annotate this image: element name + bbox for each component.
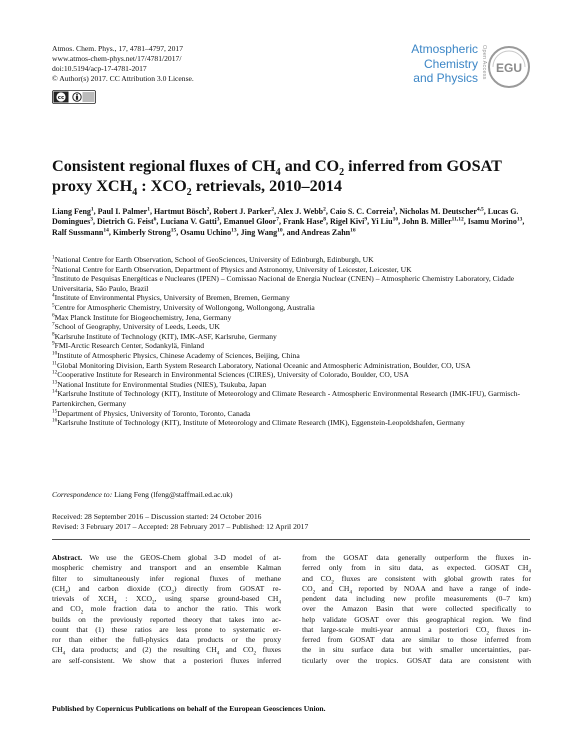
abstract-subscript: 2 (171, 589, 175, 596)
abstract-text: : XCO (116, 594, 153, 603)
author-affiliation-ref: 3 (392, 206, 396, 213)
affiliation-item (52, 265, 532, 275)
abstract-text: fluxes are consistent with global growth rates for (333, 573, 531, 583)
author-separator: , (176, 227, 181, 237)
author-separator: , (108, 227, 113, 237)
abstract-text: fluxes (256, 645, 281, 655)
affiliation-item (52, 418, 532, 428)
abstract-text: and CO (302, 573, 332, 583)
abstract-text: ferred only from in situ data, as expected. GOSAT CH (302, 563, 529, 573)
affiliation-item (52, 303, 532, 313)
author-separator: , (93, 207, 98, 216)
abstract-text: data products; and (2) the resulting CH (65, 645, 217, 655)
title-subscript: 4 (132, 187, 138, 199)
abstract-text: the in situ surface data but with smaller uncertainties, par- (302, 645, 531, 655)
abstract-subscript: 2 (152, 599, 155, 606)
abstract-line (302, 584, 531, 594)
author-affiliation-ref: 7 (276, 216, 279, 223)
abstract-line (52, 656, 281, 666)
abstract-line (302, 574, 531, 584)
author-affiliation-ref: 3 (216, 216, 220, 223)
abstract-line (52, 645, 281, 655)
author-separator: , (483, 207, 488, 216)
abstract-subscript: 4 (114, 599, 117, 606)
cc-license-badge[interactable] (52, 90, 96, 104)
affiliation-text: School of Geography, University of Leeds, Leeds, UK (54, 322, 220, 332)
section-divider (52, 539, 530, 540)
author-affiliation-ref: 8 (323, 216, 326, 223)
affiliation-text: Institute of Environmental Physics, University of Bremen, Bremen, Germany (54, 293, 290, 303)
abstract-text: CO (302, 583, 313, 593)
author-name: Luciana V. Gatti (160, 217, 217, 227)
abstract-subscript: 2 (80, 609, 84, 616)
open-access-label: Open Access (481, 45, 487, 80)
journal-name-line1: Atmospheric (411, 42, 478, 56)
abstract-text: pendent data including new profile measurements (0–7 km) (302, 594, 531, 603)
affiliation-text: Instituto de Pesquisas Energéticas e Nucleares (IPEN) – Comissao Nacional de Energia Nuclear (CNEN) – Atmospheric Chemistry Laboratory, Cidade Universitaria, São Paulo, Brazil (52, 274, 515, 293)
author-name: Yi Liu (370, 217, 393, 227)
affiliation-item (52, 351, 532, 361)
affiliation-number: 8 (52, 331, 55, 338)
publisher-footer: Published by Copernicus Publications on behalf of the European Geosciences Union. (52, 704, 326, 713)
abstract-line (52, 604, 281, 614)
title-part: retrievals, 2010–2014 (191, 177, 342, 195)
abstract-text: count that (1) these ratios are less prone to systematic er- (52, 624, 281, 634)
abstract-line (52, 584, 281, 594)
abstract-line (52, 594, 281, 604)
abstract-line (52, 615, 281, 625)
abstract-label: Abstract. (52, 553, 83, 562)
abstract-subscript: 4 (62, 650, 66, 657)
affiliation-number: 5 (52, 302, 55, 309)
correspondence-value[interactable]: Liang Feng (lfeng@staffmail.ed.ac.uk) (112, 490, 233, 499)
abstract-line (52, 574, 281, 584)
abstract-text: reported by NOAA and have a range of inde- (351, 583, 531, 593)
author-separator: , (325, 207, 330, 216)
journal-name-line2: Chemistry (423, 56, 478, 71)
author-name: Robert J. Parker (213, 207, 272, 216)
affiliation-text: Cooperative Institute for Research in Environmental Sciences (CIRES), University of Colorado, Boulder, CO, USA (57, 370, 409, 380)
author-affiliation-ref: 1 (147, 206, 150, 213)
author-affiliation-ref: 13 (231, 227, 237, 234)
affiliation-text: Karlsruhe Institute of Technology (KIT), Institute of Meteorology and Climate Research (IMK), Eggenstein-Leopoldshafen, Germany (57, 418, 465, 428)
abstract-subscript: 4 (349, 589, 352, 596)
title-part: Consistent regional fluxes of CH (52, 157, 276, 175)
author-separator: , (522, 217, 525, 227)
correspondence (52, 490, 233, 499)
title-subscript: 2 (339, 167, 345, 179)
author-name: Jing Wang (240, 227, 278, 237)
abstract-text: CH (52, 645, 63, 655)
egu-logo[interactable] (487, 45, 531, 89)
affiliation-text: Karlsruhe Institute of Technology (KIT), IMK-ASF, Karlsruhe, Germany (54, 331, 277, 341)
author-affiliation-ref: 16 (350, 227, 356, 234)
affiliation-text: Global Monitoring Division, Earth System Research Laboratory, National Oceanic and Atmospheric Administration, Boulder, CO, USA (57, 360, 471, 370)
author-affiliation-ref: 2 (206, 206, 210, 213)
author-separator: , (325, 217, 330, 227)
abstract-subscript: 2 (331, 579, 334, 586)
author-affiliation-ref: 14 (103, 227, 109, 234)
author-affiliation-ref: 6 (153, 216, 157, 223)
abstract-line (302, 553, 531, 563)
affiliation-number: 10 (52, 350, 58, 357)
author-name: Kimberly Strong (112, 227, 171, 237)
author-list (52, 207, 532, 238)
title-part: and CO (280, 157, 340, 175)
abstract-line (302, 625, 531, 635)
author-affiliation-ref: 10 (392, 216, 399, 223)
egu-logo-text: EGU (495, 61, 523, 75)
article-url[interactable]: www.atmos-chem-phys.net/17/4781/2017/ (52, 54, 182, 63)
abstract-text: We use the GEOS-Chem global 3-D model of at- (82, 553, 281, 562)
author-name: Rigel Kivi (329, 217, 365, 227)
affiliation-number: 15 (52, 407, 58, 414)
abstract-text: help validate GOSAT over this geographical region. We find (302, 614, 531, 624)
author-name: Andreas Zahn (301, 227, 351, 237)
abstract-line (302, 594, 531, 604)
affiliation-item (52, 332, 532, 342)
abstract-subscript: 2 (253, 650, 257, 657)
author-name: Caio S. C. Correia (329, 207, 393, 216)
author-name: Emanuel Gloor (223, 217, 277, 227)
abstract-text: ) directly from GOSAT re- (174, 583, 281, 593)
abstract-text: and CO (219, 645, 254, 655)
abstract-line (302, 615, 531, 625)
abstract-line (52, 563, 281, 573)
abstract-text: , using sparse ground-based CH (154, 594, 279, 603)
affiliation-text: Department of Physics, University of Toronto, Toronto, Canada (57, 408, 251, 418)
citation-line: Atmos. Chem. Phys., 17, 4781–4797, 2017 (52, 44, 183, 53)
abstract-text: that large-scale multi-year annual a posteriori CO (302, 624, 487, 634)
abstract-line (302, 656, 531, 666)
abstract-text: trievals of XCH (52, 594, 114, 603)
affiliation-text: Institute of Atmospheric Physics, Chinese Academy of Sciences, Beijing, China (57, 350, 300, 360)
affiliation-number: 14 (52, 388, 58, 395)
abstract-subscript: 4 (528, 568, 531, 575)
affiliation-text: National Centre for Earth Observation, School of GeoSciences, University of Edinburgh, Edinburgh, UK (54, 255, 374, 264)
author-affiliation-ref: 9 (364, 216, 368, 223)
abstract-subscript: 4 (65, 589, 68, 596)
affiliation-number: 2 (52, 264, 55, 271)
author-separator: , (463, 217, 468, 227)
author-affiliation-ref: 1 (90, 206, 94, 213)
author-name: Lucas G. Domingues (52, 207, 519, 227)
title-subscript: 2 (186, 187, 192, 199)
abstract-text: mospheric chemistry and transport and an ensemble Kalman (52, 563, 281, 573)
author-affiliation-ref: 13 (516, 216, 523, 223)
affiliation-list (52, 255, 532, 428)
journal-name[interactable] (380, 42, 478, 86)
affiliation-number: 6 (52, 312, 55, 319)
author-affiliation-ref: 15 (170, 227, 177, 234)
affiliation-item (52, 370, 532, 380)
abstract-text: ferred from GOSAT data are similar to those inferred from (302, 635, 531, 644)
affiliation-text: Max Planck Institute for Biogeochemistry, Jena, Germany (54, 312, 232, 322)
author-affiliation-ref: 2 (271, 206, 275, 213)
affiliation-number: 13 (52, 379, 58, 386)
publication-dates (52, 512, 308, 532)
author-separator: , (92, 217, 97, 227)
affiliation-item (52, 409, 532, 419)
title-part: proxy XCH (52, 177, 133, 195)
title-part: : XCO (137, 177, 187, 195)
affiliation-text: National Institute for Environmental Studies (NIES), Tsukuba, Japan (57, 379, 267, 389)
author-name: Nicholas M. Deutscher (399, 207, 477, 216)
abstract-text: fluxes in- (488, 624, 531, 634)
abstract-line (52, 553, 281, 563)
affiliation-text: FMI-Arctic Research Center, Sodankylä, Finland (54, 341, 205, 351)
author-name: Isamu Morino (467, 217, 517, 227)
correspondence-label: Correspondence to: (52, 490, 113, 499)
abstract-text: filter to simultaneously infer regional fluxes of methane (52, 573, 281, 583)
cc-badge-text: cc (57, 95, 65, 102)
affiliation-item (52, 322, 532, 332)
abstract-left-column (52, 553, 281, 666)
author-separator: , (367, 217, 371, 227)
affiliation-number: 7 (52, 321, 55, 328)
author-separator: , (274, 207, 278, 216)
affiliation-item (52, 293, 532, 303)
author-separator: , (149, 207, 154, 216)
paper-title (52, 156, 532, 199)
abstract-text: over the Amazon Basin that were collected specifically to (302, 604, 531, 614)
abstract-text: are self-consistent. We show that a posteriori fluxes inferred (52, 655, 281, 665)
author-name: Hartmut Bösch (153, 207, 207, 216)
abstract-text: mole fraction data to anchor the ratio. This work (83, 604, 281, 614)
abstract-subscript: 4 (216, 650, 220, 657)
affiliation-number: 4 (52, 292, 55, 299)
affiliation-item (52, 313, 532, 323)
affiliation-number: 16 (52, 417, 58, 424)
affiliation-text: National Centre for Earth Observation, Department of Physics and Astronomy, University of Leicester, Leicester, UK (54, 264, 412, 274)
author-separator: , (219, 217, 224, 227)
affiliation-text: Karlsruhe Institute of Technology (KIT), Institute of Meteorology and Climate Research - Atmospheric Environmental Research (IMK-IFU), Garmisch-Partenkirchen, Germany (52, 389, 521, 408)
author-name: John B. Miller (402, 217, 452, 227)
author-separator: , and (282, 227, 302, 237)
citation-header (52, 44, 194, 84)
abstract-text: ) and carbon dioxide (CO (67, 583, 172, 593)
affiliation-number: 3 (52, 273, 55, 280)
abstract-line (302, 635, 531, 645)
author-affiliation-ref: 11,12 (451, 216, 464, 223)
author-separator: , (236, 227, 241, 237)
received-line: Received: 28 September 2016 – Discussion started: 24 October 2016 (52, 512, 262, 521)
abstract-text: and CO (52, 604, 81, 614)
author-name: Frank Hase (282, 217, 324, 227)
abstract-subscript: 2 (486, 630, 489, 637)
author-name: Osamu Uchino (180, 227, 232, 237)
affiliation-item (52, 341, 532, 351)
abstract-line (302, 604, 531, 614)
title-part: inferred from GOSAT (344, 157, 502, 175)
affiliation-item (52, 274, 532, 293)
abstract-text: builds on the previously reported theory that takes into ac- (52, 614, 281, 624)
abstract-text: (CH (52, 583, 66, 593)
author-separator: , (156, 217, 161, 227)
affiliation-number: 12 (52, 369, 58, 376)
affiliation-number: 11 (52, 360, 57, 366)
revised-line: Revised: 3 February 2017 – Accepted: 28 February 2017 – Published: 12 April 2017 (52, 522, 309, 532)
author-separator: , (398, 217, 403, 227)
abstract-line (52, 625, 281, 635)
author-name: Dietrich G. Feist (96, 217, 154, 227)
author-name: Ralf Sussmann (52, 227, 104, 237)
affiliation-item (52, 255, 532, 265)
affiliation-item (52, 389, 532, 408)
affiliation-number: 9 (52, 340, 55, 347)
abstract-line (302, 563, 531, 573)
author-affiliation-ref: 4,5 (476, 206, 484, 213)
author-name: Paul I. Palmer (97, 207, 148, 216)
abstract-text: from the GOSAT data generally outperform the fluxes in- (302, 553, 531, 562)
doi-line[interactable]: doi:10.5194/acp-17-4781-2017 (52, 64, 147, 73)
affiliation-item (52, 380, 532, 390)
author-separator: , (209, 207, 214, 216)
author-affiliation-ref: 10 (277, 227, 283, 234)
affiliation-number: 1 (52, 254, 55, 261)
journal-name-line3: and Physics (413, 71, 478, 85)
copyright-line: © Author(s) 2017. CC Attribution 3.0 License. (52, 74, 194, 83)
abstract-text: ror than either the full-physics data products or the proxy (52, 635, 281, 644)
author-name: Liang Feng (52, 207, 91, 216)
affiliation-text: Centre for Atmospheric Chemistry, University of Wollongong, Wollongong, Australia (54, 302, 315, 312)
author-separator: , (395, 207, 400, 216)
author-separator: , (278, 217, 283, 227)
author-affiliation-ref: 2 (323, 206, 326, 213)
abstract-text: ticularly over the tropics. GOSAT data are consistent with (302, 655, 531, 665)
author-affiliation-ref: 3 (90, 216, 93, 223)
abstract-line (52, 635, 281, 645)
affiliation-item (52, 361, 532, 371)
abstract-subscript: 4 (278, 599, 281, 606)
abstract-text: and CH (315, 583, 350, 593)
title-subscript: 4 (275, 167, 281, 179)
abstract-line (302, 645, 531, 655)
abstract-subscript: 2 (312, 589, 316, 596)
author-name: Alex J. Webb (277, 207, 324, 216)
abstract-right-column (302, 553, 531, 666)
